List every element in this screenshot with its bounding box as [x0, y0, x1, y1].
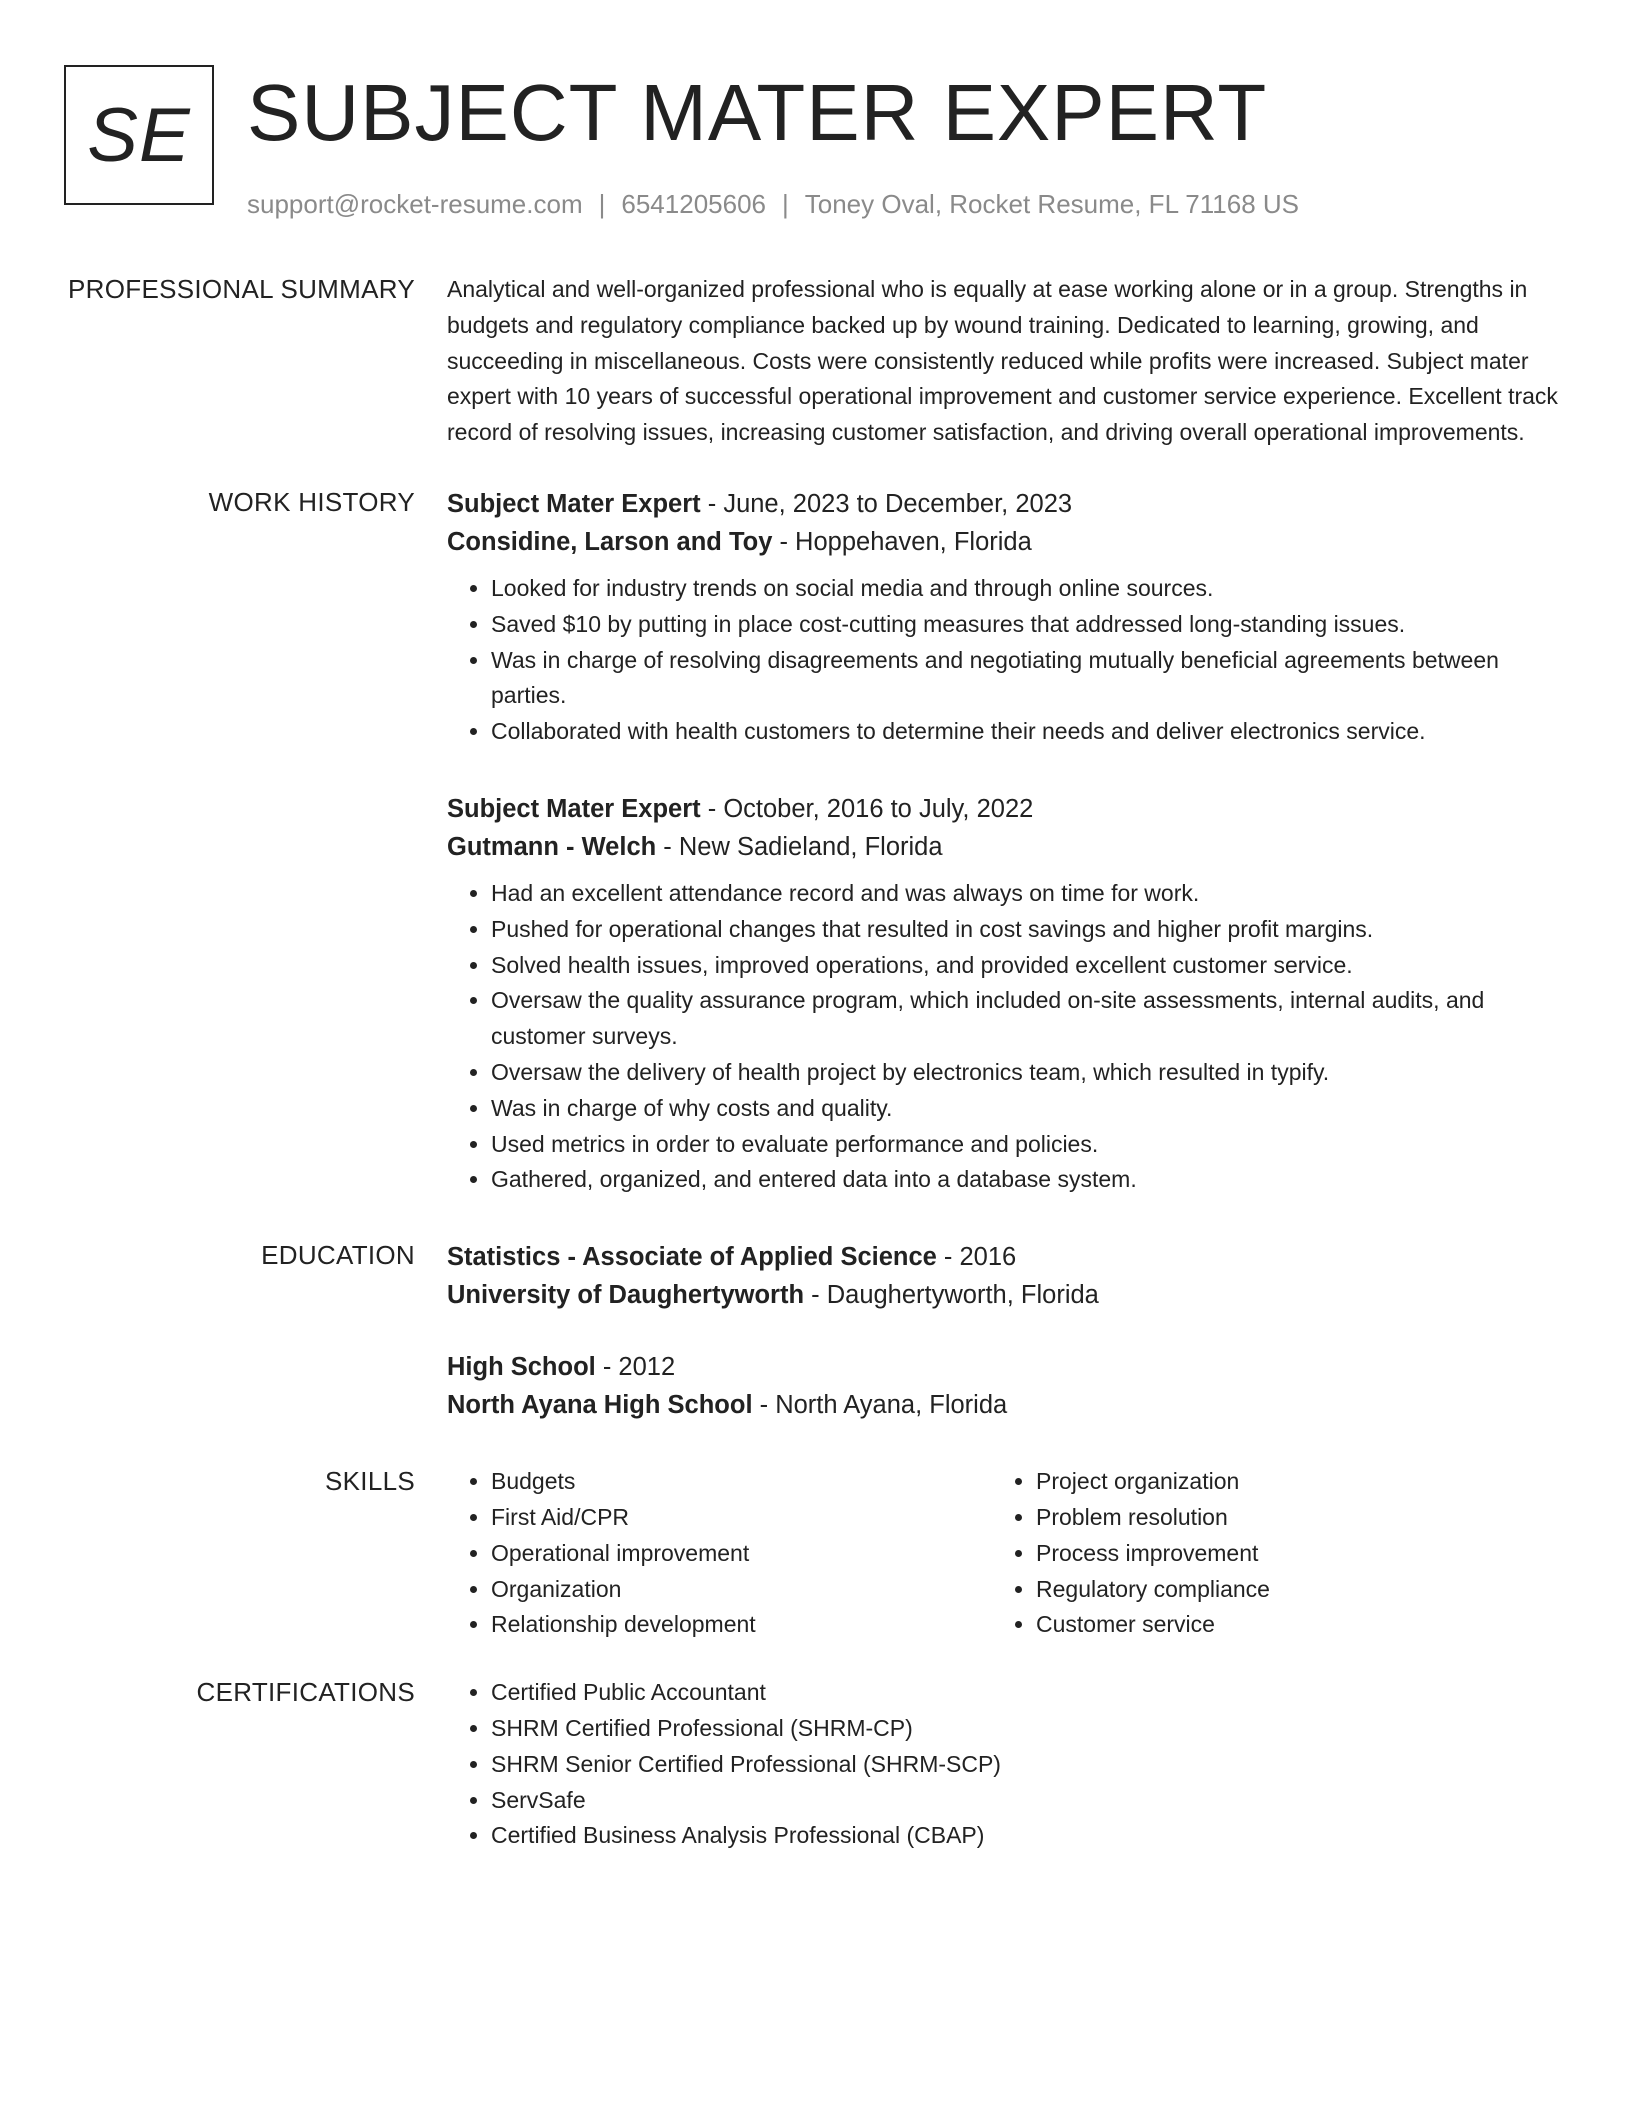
- job-bullet: • Solved health issues, improved operations, and provided excellent customer service.: [491, 948, 1567, 984]
- candidate-name: SUBJECT MATER EXPERT: [247, 68, 1268, 157]
- skill-item: • Problem resolution: [1036, 1500, 1537, 1536]
- education-school-line: [447, 1276, 1567, 1314]
- certification-item: • SHRM Senior Certified Professional (SHRM-SCP): [491, 1747, 1567, 1783]
- education-degree-line: [447, 1238, 1567, 1276]
- job-entry: [447, 790, 1567, 1198]
- skills-column-right: [992, 1464, 1537, 1643]
- job-bullet: • Saved $10 by putting in place cost-cutting measures that addressed long-standing issues.: [491, 607, 1567, 643]
- certification-item: • Certified Public Accountant: [491, 1675, 1567, 1711]
- job-bullets: [447, 571, 1567, 750]
- education-entry: [447, 1238, 1567, 1314]
- education-location: - North Ayana, Florida: [752, 1391, 1008, 1420]
- contact-address: Toney Oval, Rocket Resume, FL 71168 US: [804, 189, 1299, 219]
- monogram: SE: [64, 65, 214, 205]
- job-bullet: • Was in charge of resolving disagreements and negotiating mutually beneficial agreements between parties.: [491, 643, 1567, 715]
- certification-item: • SHRM Certified Professional (SHRM-CP): [491, 1711, 1567, 1747]
- contact-email: support@rocket-resume.com: [247, 189, 583, 219]
- skills-column-left: [447, 1464, 992, 1643]
- education-year: - 2012: [595, 1353, 676, 1382]
- skills-section: [64, 1464, 1568, 1643]
- summary-section: [64, 272, 1568, 451]
- skill-item: • First Aid/CPR: [491, 1500, 992, 1536]
- job-company: Considine, Larson and Toy: [447, 527, 773, 556]
- job-bullet: • Used metrics in order to evaluate performance and policies.: [491, 1127, 1567, 1163]
- job-dates: - October, 2016 to July, 2022: [700, 794, 1034, 823]
- job-bullet: • Was in charge of why costs and quality.: [491, 1091, 1567, 1127]
- job-dates: - June, 2023 to December, 2023: [700, 489, 1073, 518]
- job-bullet: • Had an excellent attendance record and was always on time for work.: [491, 876, 1567, 912]
- education-degree: Statistics - Associate of Applied Science: [447, 1243, 937, 1272]
- job-title: Subject Mater Expert: [447, 489, 701, 518]
- work-history-body: [447, 485, 1567, 1198]
- job-location: - Hoppehaven, Florida: [772, 527, 1032, 556]
- header-text: [247, 65, 1299, 220]
- education-section: [64, 1238, 1568, 1424]
- education-body: [447, 1238, 1567, 1424]
- skill-item: • Process improvement: [1036, 1536, 1537, 1572]
- job-location: - New Sadieland, Florida: [656, 832, 943, 861]
- job-bullet: • Oversaw the delivery of health project by electronics team, which resulted in typify.: [491, 1055, 1567, 1091]
- job-bullet: • Collaborated with health customers to determine their needs and deliver electronics service.: [491, 714, 1567, 750]
- job-company: Gutmann - Welch: [447, 832, 657, 861]
- section-label: WORK HISTORY: [208, 486, 415, 517]
- certifications-body: [447, 1675, 1567, 1854]
- skill-item: • Project organization: [1036, 1464, 1537, 1500]
- job-role-line: [447, 485, 1567, 523]
- job-bullet: • Looked for industry trends on social media and through online sources.: [491, 571, 1567, 607]
- section-label: SKILLS: [325, 1466, 415, 1497]
- contact-phone: 6541205606: [621, 189, 766, 219]
- job-title: Subject Mater Expert: [447, 794, 701, 823]
- certification-item: • ServSafe: [491, 1783, 1567, 1819]
- summary-text: Analytical and well-organized professional who is equally at ease working alone or in a group. Strengths in budgets and regulatory compliance backed up by wound training. Dedicated to learning, growing, and succeeding in miscellaneous. Costs were consistently reduced while profits were increased. Subject mater expert with 10 years of successful operational improvement and customer service experience. Excellent track record of resolving issues, increasing customer satisfaction, and driving overall operational improvements.: [447, 276, 1558, 446]
- skill-item: • Budgets: [491, 1464, 992, 1500]
- section-label: EDUCATION: [261, 1240, 415, 1271]
- education-location: - Daughertyworth, Florida: [804, 1281, 1099, 1310]
- education-year: - 2016: [936, 1243, 1017, 1272]
- job-role-line: [447, 790, 1567, 828]
- resume-header: [64, 65, 1568, 220]
- skill-item: • Operational improvement: [491, 1536, 992, 1572]
- skill-item: • Customer service: [1036, 1607, 1537, 1643]
- job-bullet: • Pushed for operational changes that resulted in cost savings and higher profit margins.: [491, 912, 1567, 948]
- skills-list: [447, 1464, 992, 1643]
- skill-item: • Organization: [491, 1572, 992, 1608]
- certifications-section: [64, 1675, 1568, 1854]
- job-company-line: [447, 523, 1567, 561]
- contact-line: [247, 189, 1299, 220]
- education-school-line: [447, 1386, 1567, 1424]
- job-bullet: • Gathered, organized, and entered data into a database system.: [491, 1162, 1567, 1198]
- education-school: North Ayana High School: [447, 1391, 753, 1420]
- education-entry: [447, 1348, 1567, 1424]
- education-degree-line: [447, 1348, 1567, 1386]
- job-entry: [447, 485, 1567, 750]
- skills-body: [447, 1464, 1567, 1643]
- skill-item: • Regulatory compliance: [1036, 1572, 1537, 1608]
- job-bullets: [447, 876, 1567, 1198]
- section-label: CERTIFICATIONS: [196, 1677, 415, 1708]
- education-degree: High School: [447, 1353, 596, 1382]
- work-history-section: [64, 485, 1568, 1198]
- section-label: PROFESSIONAL SUMMARY: [68, 274, 415, 304]
- certification-item: • Certified Business Analysis Professional (CBAP): [491, 1818, 1567, 1854]
- job-company-line: [447, 828, 1567, 866]
- certifications-list: [447, 1675, 1567, 1854]
- contact-separator: |: [598, 189, 606, 219]
- skills-list: [992, 1464, 1537, 1643]
- skill-item: • Relationship development: [491, 1607, 992, 1643]
- contact-separator: |: [782, 189, 789, 219]
- job-bullet: • Oversaw the quality assurance program, which included on-site assessments, internal audits, and customer surveys.: [491, 983, 1567, 1055]
- education-school: University of Daughertyworth: [447, 1281, 805, 1310]
